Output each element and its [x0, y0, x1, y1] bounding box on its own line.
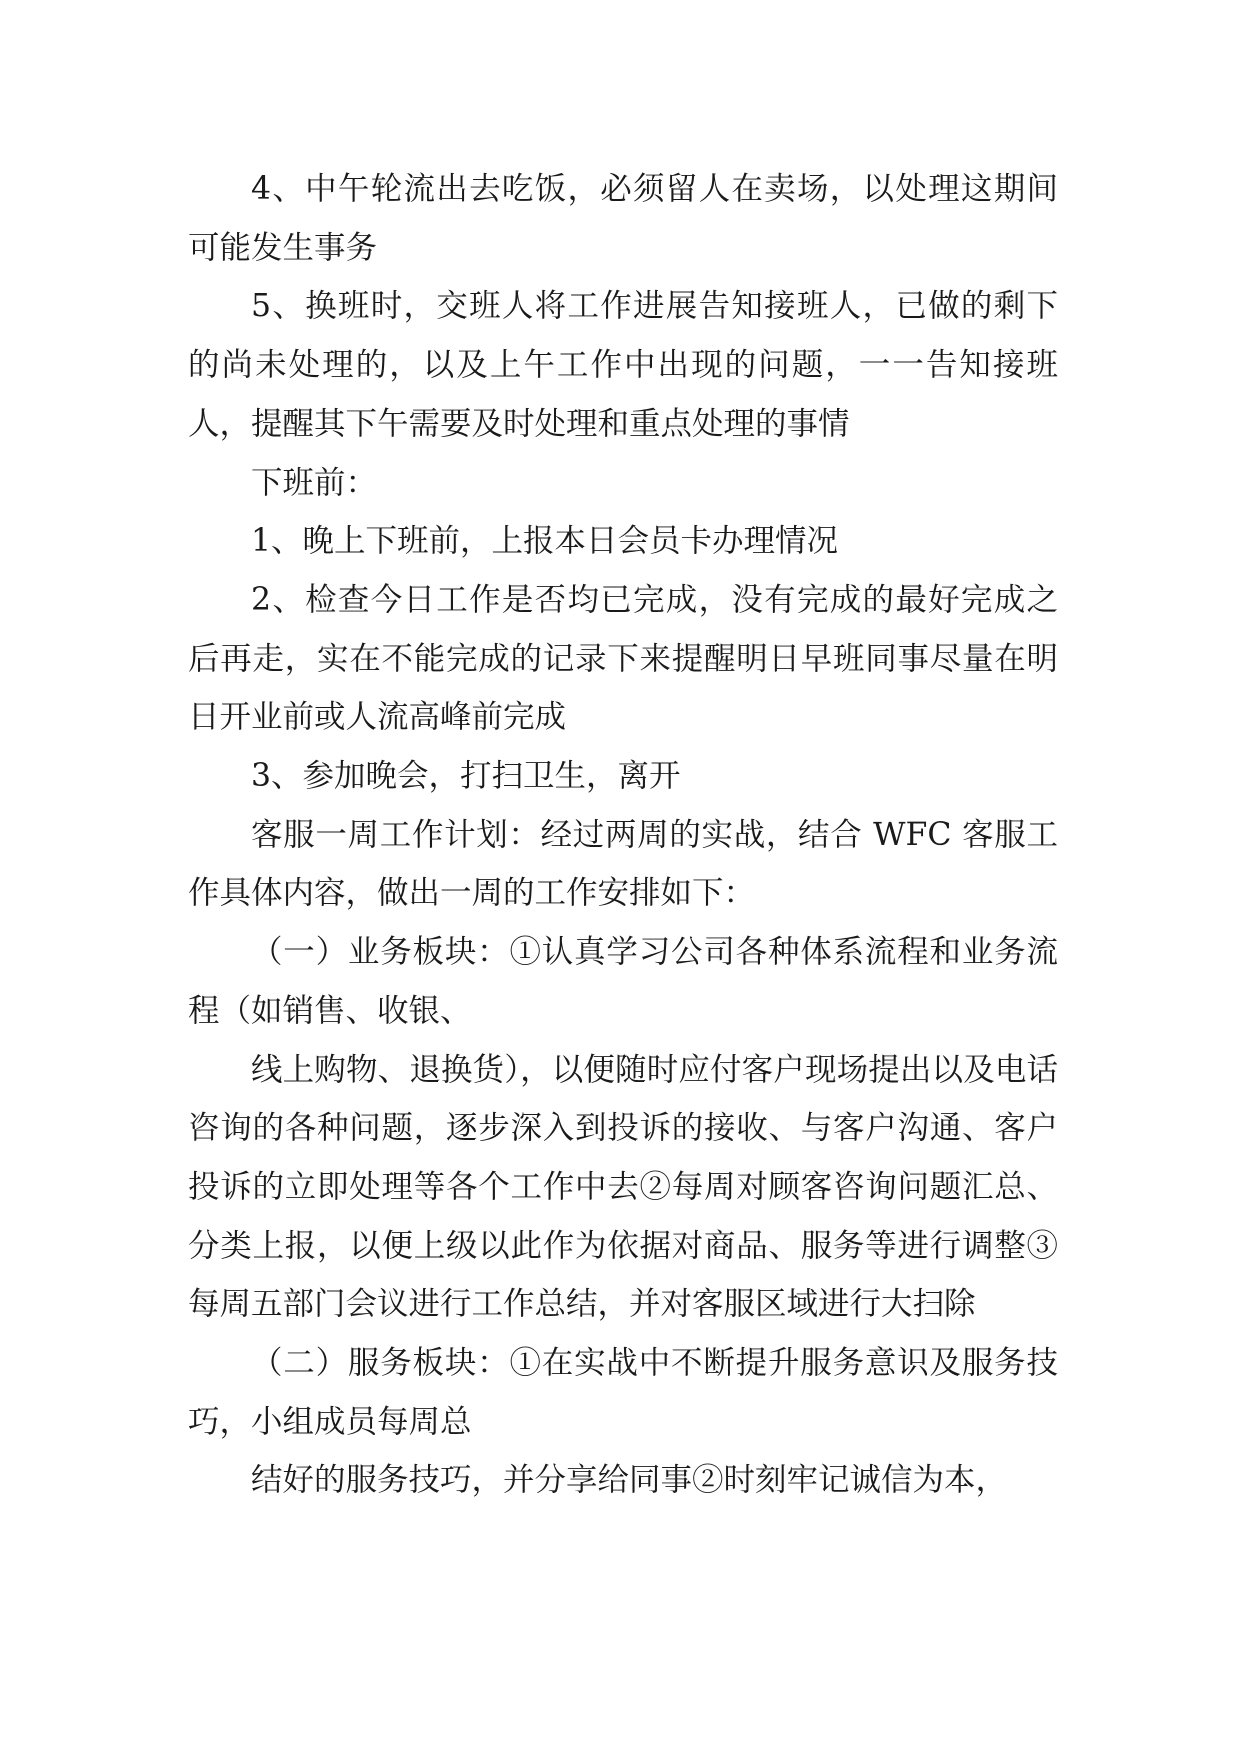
paragraph-evening-meeting: 3、参加晚会，打扫卫生，离开	[251, 758, 681, 795]
paragraph-check-work: 2、检查今日工作是否均已完成，没有完成的最好完成之后再走，实在不能完成的记录下来提醒明日早班同事尽量在明日开业前或人流高峰前完成	[188, 581, 1058, 736]
paragraph-lunch-rotation: 4、中午轮流出去吃饭，必须留人在卖场，以处理这期间可能发生事务	[188, 171, 1058, 266]
paragraph-business-details: 线上购物、退换货），以便随时应付客户现场提出以及电话咨询的各种问题，逐步深入到投诉的接收、与客户沟通、客户投诉的立即处理等各个工作中去②每周对顾客咨询问题汇总、分类上报，以便上级以此作为依据对商品、服务等进行调整③每周五部门会议进行工作总结，并对客服区域进行大扫除	[188, 1051, 1058, 1323]
paragraph-business-section: （一）业务板块：①认真学习公司各种体系流程和业务流程（如销售、收银、	[188, 934, 1058, 1029]
document-body	[188, 160, 1058, 1510]
paragraph-service-details: 结好的服务技巧，并分享给同事②时刻牢记诚信为本，	[251, 1462, 1008, 1499]
paragraph-shift-handover: 5、换班时，交班人将工作进展告知接班人，已做的剩下的尚未处理的，以及上午工作中出现的问题，一一告知接班人，提醒其下午需要及时处理和重点处理的事情	[188, 288, 1058, 442]
paragraph-report-membership: 1、晚上下班前，上报本日会员卡办理情况	[251, 523, 839, 560]
paragraph-service-section: （二）服务板块：①在实战中不断提升服务意识及服务技巧，小组成员每周总	[188, 1345, 1058, 1440]
paragraph-weekly-plan-intro: 客服一周工作计划：经过两周的实战，结合 WFC 客服工作具体内容，做出一周的工作安排如下：	[188, 816, 1058, 912]
section-heading-before-leaving: 下班前：	[251, 464, 378, 501]
